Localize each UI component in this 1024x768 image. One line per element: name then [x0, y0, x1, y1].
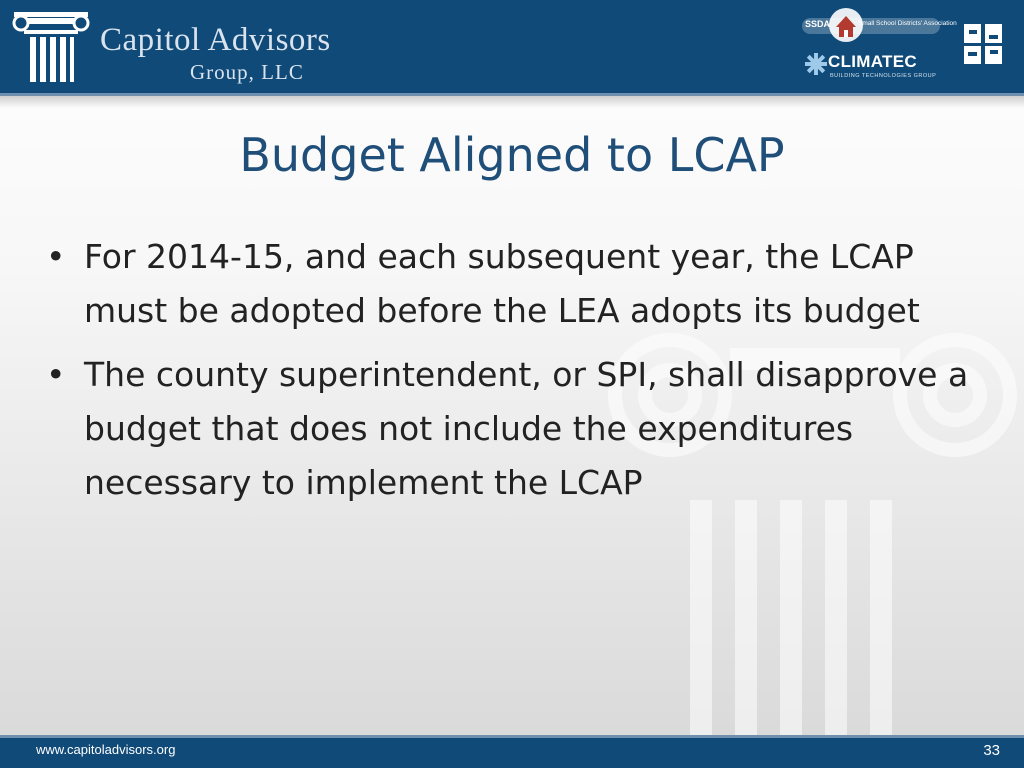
bullet-text: The county superintendent, or SPI, shall disapprove a budget that does not include the expenditures necessary to implement the LCAP: [84, 355, 969, 502]
brand-subtitle: Group, LLC: [190, 60, 304, 84]
climatec-subtitle: BUILDING TECHNOLOGIES GROUP: [830, 73, 937, 79]
bullet-marker: •: [46, 355, 66, 394]
bullet-item: [36, 230, 996, 338]
brand-name: Capitol Advisors: [100, 22, 331, 58]
acsa-logo-icon: [962, 22, 1004, 66]
ssda-label: SSDA: [805, 19, 831, 29]
bullet-marker: •: [46, 237, 66, 276]
page-number: 33: [983, 742, 1000, 759]
header-shadow: [0, 96, 1024, 108]
ionic-column-logo-icon: [10, 10, 92, 86]
climatec-label: CLIMATEC: [828, 52, 917, 71]
ssda-subtitle: Small School Districts' Association: [858, 20, 957, 27]
bullet-item: [36, 348, 996, 510]
footer-url[interactable]: www.capitoladvisors.org: [36, 742, 176, 757]
bullet-text: For 2014-15, and each subsequent year, the LCAP must be adopted before the LEA adopts its budget: [84, 237, 920, 330]
slide-title: Budget Aligned to LCAP: [239, 128, 785, 182]
bullet-list: [36, 230, 996, 520]
